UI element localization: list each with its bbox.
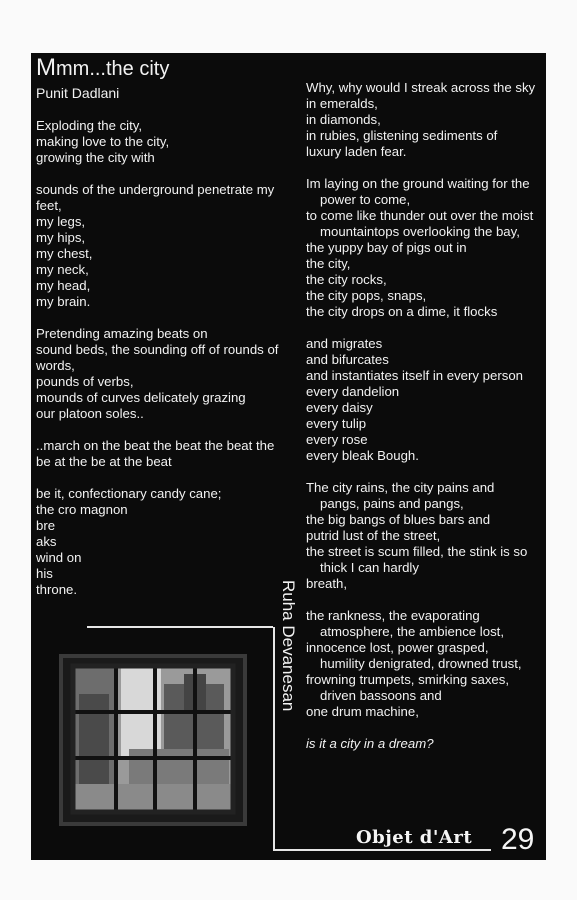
stanza-break [36,166,291,182]
poem-line: mountaintops overlooking the bay, [320,224,520,239]
poem-line: every rose [306,432,368,447]
poem-right-column [306,80,546,752]
stanza-break [306,592,546,608]
poem-line: in emeralds, [306,96,378,111]
poem-line: The city rains, the city pains and [306,480,495,495]
poem-line: the city, [306,256,351,271]
poem-line: sound beds, the sounding off of rounds of [36,342,279,357]
poem-line: humility denigrated, drowned trust, [320,656,522,671]
poem-title-initial: M [36,54,56,81]
poem-line: bre [36,518,56,533]
poem-line: my chest, [36,246,93,261]
poem-line: is it a city in a dream? [306,736,434,751]
page-number: 29 [501,823,535,856]
stanza-break [36,310,291,326]
page-panel [31,53,546,860]
poem-line: my hips, [36,230,86,245]
divider-bottom [273,849,491,851]
poem-line: every dandelion [306,384,400,399]
poem-line: and migrates [306,336,383,351]
poem-line: Why, why would I streak across the sky [306,80,536,95]
poem-line: driven bassoons and [320,688,442,703]
poem-line: the city rocks, [306,272,387,287]
poem-line: one drum machine, [306,704,419,719]
poem-line: frowning trumpets, smirking saxes, [306,672,510,687]
poem-line: sounds of the underground penetrate my [36,182,275,197]
magazine-brand: Objet d'Art [356,827,473,848]
poem-line: the big bangs of blues bars and [306,512,491,527]
poem-line: my legs, [36,214,86,229]
poem-author: Punit Dadlani [36,85,120,101]
poem-line: the city drops on a dime, it flocks [306,304,498,319]
poem-line: pounds of verbs, [36,374,134,389]
poem-line: wind on [36,550,82,565]
poem-line: aks [36,534,57,549]
poem-line: the yuppy bay of pigs out in [306,240,467,255]
poem-line: in diamonds, [306,112,381,127]
poem-left-column [36,118,291,598]
poem-line: my neck, [36,262,89,277]
poem-line: the rankness, the evaporating [306,608,480,623]
poem-line: and instantiates itself in every person [306,368,523,383]
poem-line: to come like thunder out over the moist [306,208,534,223]
poem-line: every daisy [306,400,373,415]
poem-line: pangs, pains and pangs, [320,496,464,511]
poem-title [36,54,170,81]
poem-line: putrid lust of the street, [306,528,441,543]
poem-line: my brain. [36,294,91,309]
divider-horizontal [87,626,273,628]
poem-line: feet, [36,198,62,213]
poem-line: power to come, [320,192,411,207]
poem-line: thick I can hardly [320,560,419,575]
poem-line: growing the city with [36,150,155,165]
poem-line: luxury laden fear. [306,144,407,159]
poem-line: Im laying on the ground waiting for the [306,176,530,191]
poem-line: words, [36,358,75,373]
poem-line: throne. [36,582,78,597]
poem-line: and bifurcates [306,352,389,367]
poem-line: mounds of curves delicately grazing [36,390,246,405]
poem-line: be it, confectionary candy cane; [36,486,222,501]
stanza-break [306,464,546,480]
stanza-break [36,470,291,486]
poem-line: the city pops, snaps, [306,288,427,303]
stanza-break [306,720,546,736]
photo-credit: Ruha Devanesan [279,580,298,712]
stanza-break [36,422,291,438]
window-photo [59,654,247,826]
poem-line: ..march on the beat the beat the beat the [36,438,275,453]
stanza-break [306,160,546,176]
stanza-break [306,320,546,336]
poem-title-rest: mm...the city [56,58,170,80]
poem-line: Pretending amazing beats on [36,326,208,341]
poem-line: making love to the city, [36,134,170,149]
poem-line: his [36,566,53,581]
poem-line: breath, [306,576,348,591]
poem-line: Exploding the city, [36,118,143,133]
poem-line: every tulip [306,416,367,431]
poem-line: our platoon soles.. [36,406,144,421]
poem-line: in rubies, glistening sediments of [306,128,498,143]
poem-line: every bleak Bough. [306,448,419,463]
poem-line: innocence lost, power grasped, [306,640,489,655]
poem-line: be at the be at the beat [36,454,172,469]
poem-line: the street is scum filled, the stink is so [306,544,528,559]
poem-line: my head, [36,278,91,293]
poem-line: atmosphere, the ambience lost, [320,624,504,639]
poem-line: the cro magnon [36,502,128,517]
